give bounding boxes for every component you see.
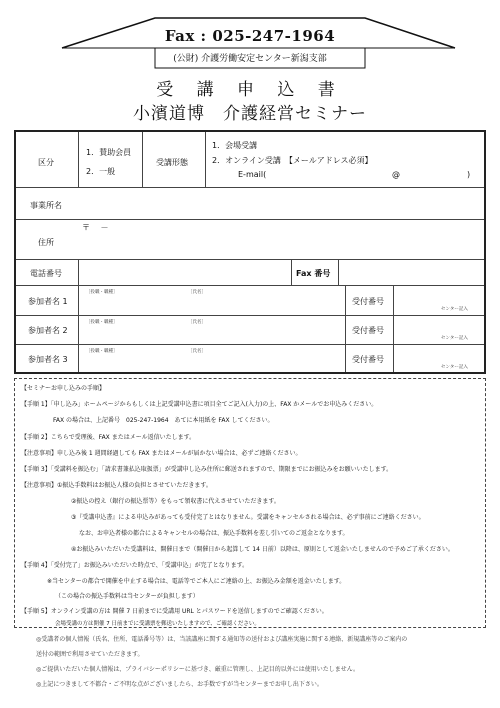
participant-1-receipt: 受付番号 [352, 297, 384, 306]
step-5-note: 会場受講の方は開催 7 日前までに受講票を郵送いたしますので、ご確認ください。 [55, 621, 260, 627]
postal-mark: 〒 － [82, 223, 109, 232]
step-2-note: 【注意事項】申し込み後 1 週間経過しても FAX またはメールが届かない場合は、必ずご連絡ください。 [21, 450, 302, 457]
tel-label: 電話番号 [30, 269, 62, 278]
participant-1-note: センター記入 [441, 307, 468, 312]
application-form [14, 130, 486, 374]
branch-name: (公財) 介護労働安定センター新潟支部 [173, 54, 327, 64]
step-2: 【手順 2】こちらで受理後、FAX またはメール返信いたします。 [21, 434, 196, 441]
step-3: 【手順 3】「受講料を振込む」「請求書兼払込取扱票」が受講申し込み住所に郵送されますので、期限までにお振込みをお願いいたします。 [21, 466, 393, 473]
instructions-box [14, 378, 486, 628]
jigyosho-label: 事業所名 [30, 201, 62, 210]
keitai-option-online[interactable]: 2．オンライン受講 【メールアドレス必須】 [212, 156, 373, 165]
keitai-label: 受講形態 [156, 158, 188, 167]
address-label: 住所 [38, 238, 54, 247]
step-3-note-3b: なお、お申込者様の都合によるキャンセルの場合は、振込手数料を差し引いてのご返金となります。 [79, 530, 349, 537]
step-3-note-2: ②振込の控え（銀行の振込票等）をもって領収書に代えさせていただきます。 [71, 498, 280, 505]
kubun-label: 区分 [38, 158, 54, 167]
participant-3-note: センター記入 [441, 365, 468, 370]
participant-3-name[interactable]: ［氏名］ [188, 349, 206, 354]
email-label: E-mail( [238, 170, 267, 179]
participant-3-receipt: 受付番号 [352, 355, 384, 364]
fax-field[interactable] [340, 262, 482, 282]
step-3-note-1: 【注意事項】①振込手数料はお振込人様の負担とさせていただきます。 [21, 482, 212, 489]
participant-3-label: 参加者名 3 [28, 355, 68, 364]
participant-2-note: センター記入 [441, 336, 468, 341]
email-at: @ [392, 170, 400, 179]
kubun-option-general[interactable]: 2．一般 [86, 167, 116, 176]
kubun-option-member[interactable]: 1．賛助会員 [86, 148, 132, 157]
email-close: ) [467, 170, 471, 179]
participant-1-label: 参加者名 1 [28, 297, 68, 306]
tel-field[interactable] [80, 262, 288, 282]
privacy-note-2: ◎ご提供いただいた個人情報は、プライバシーポリシーに基づき、厳重に管理し、上記目的以外には使用いたしません。 [36, 666, 360, 673]
step-3-note-3: ③『受講申込書』による申込みがあっても受付完了とはなりません。受講をキャンセルされる場合は、必ず事前にご連絡ください。 [71, 514, 425, 521]
participant-2-role[interactable]: ［役職・職種］ [86, 320, 118, 325]
jigyosho-field[interactable] [80, 190, 482, 218]
form-title: 受 講 申 込 書 [156, 80, 344, 100]
step-1-fax: FAX の場合は、上記番号 025-247-1964 あてに本用紙を FAX してください。 [53, 417, 274, 424]
privacy-note-1: ◎受講者の個人情報（氏名、住所、電話番号等）は、当該講座に関する通知等の送付および講座実施に関する連絡、新規講座等のご案内の [36, 636, 408, 643]
email-local-field[interactable] [280, 170, 388, 180]
participant-3-role[interactable]: ［役職・職種］ [86, 349, 118, 354]
participant-1-name[interactable]: ［氏名］ [188, 290, 206, 295]
privacy-note-3: ◎上記につきまして不都合・ご不明な点がございましたら、お手数ですが当センターまでお申し出下さい。 [36, 681, 323, 688]
step-1: 【手順 1】「申し込み」ホームページからもしくは上記受講申込書に項目全てご記入(入力)の上、FAX かメールでお申込みください。 [21, 401, 378, 408]
step-4-note-2: （この場合の振込手数料は当センターが負担します） [55, 593, 199, 600]
participant-1-role[interactable]: ［役職・職種］ [86, 290, 118, 295]
step-5: 【手順 5】オンライン受講の方は 開催 7 日前までに受講用 URL とパスワードを送信しますのでご確認ください。 [21, 608, 328, 615]
address-field[interactable] [80, 232, 482, 258]
fax-label: Fax 番号 [296, 269, 331, 278]
seminar-title: 小濱道博 介護経営セミナー [133, 104, 367, 124]
keitai-option-venue[interactable]: 1．会場受講 [212, 141, 258, 150]
fax-number: Fax : 025-247-1964 [164, 27, 336, 45]
participant-2-name[interactable]: ［氏名］ [188, 320, 206, 325]
participant-2-label: 参加者名 2 [28, 326, 68, 335]
instructions-heading: 【セミナーお申し込みの手順】 [21, 385, 106, 392]
privacy-note-1b: 送付の範囲で利用させていただきます。 [36, 651, 144, 658]
step-3-note-4: ④お振込みいただいた受講料は、開催日まで（開催日から起算して 14 日前）以降は、原則として返金いたしませんので予めご了承ください。 [71, 546, 454, 553]
participant-2-receipt: 受付番号 [352, 326, 384, 335]
step-4-note: ※当センターの都合で開催を中止する場合は、電話等でご本人にご連絡の上、お振込み金額を返金いたします。 [47, 578, 346, 585]
step-4: 【手順 4】「受付完了」お振込みいただいた時点で、「受講申込」が完了となります。 [21, 562, 249, 569]
email-domain-field[interactable] [402, 170, 462, 180]
